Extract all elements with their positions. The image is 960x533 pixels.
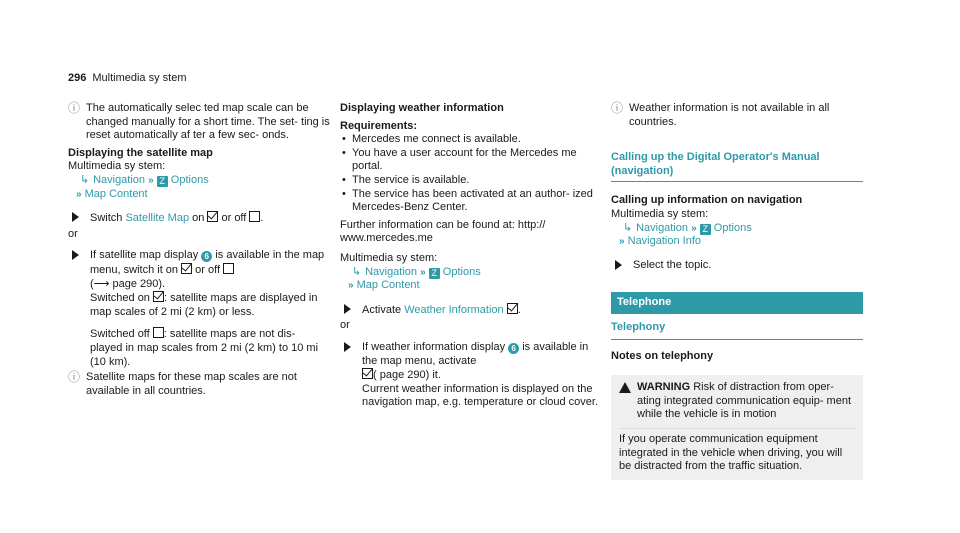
checkbox-checked-icon — [181, 263, 192, 274]
info-note-text: The automatically selec ted map scale can be changed manually for a short time. The set‐ ting is reset automatically af ter a few sec‐ onds. — [86, 102, 330, 142]
list-item: • The service is available. — [340, 174, 602, 188]
path-options-link[interactable]: Options — [713, 221, 752, 234]
path-options-link[interactable]: Options — [442, 265, 481, 278]
warning-icon — [619, 382, 631, 393]
info-note — [68, 371, 330, 398]
requirements-list — [340, 133, 602, 215]
chevron-right-icon: » — [348, 280, 354, 292]
step-text: : satellite maps are displayed in map scales of 2 mi (2 km) or less. — [90, 292, 318, 318]
info-note — [611, 102, 863, 129]
callout-number: 6 — [508, 343, 519, 354]
options-z-icon: Z — [429, 268, 440, 279]
path-map-content-link[interactable]: Map Content — [84, 187, 148, 200]
step-item — [68, 249, 330, 369]
step-arrow-icon — [72, 250, 79, 260]
menu-path-2 — [340, 279, 602, 293]
step-text: If weather information display — [362, 340, 509, 353]
enter-arrow-icon: ↳ — [352, 265, 362, 278]
list-item: • Mercedes me connect is available. — [340, 133, 602, 147]
menu-path — [340, 266, 602, 280]
info-icon: ⓘ — [611, 101, 624, 115]
section-heading: Displaying weather information — [340, 102, 504, 114]
list-item: • The service has been activated at an author‐ ized Mercedes-Benz Center. — [340, 188, 602, 215]
step-arrow-icon — [344, 342, 351, 352]
warning-box — [611, 375, 863, 480]
path-navigation-link[interactable]: Navigation — [365, 265, 418, 278]
step-text: Current weather information is displayed on the navigation map, e.g. temperature or cloud cover. — [362, 382, 599, 409]
step-text: on — [189, 212, 208, 225]
menu-path-2 — [68, 188, 330, 202]
chevron-right-icon: » — [420, 266, 426, 278]
checkbox-empty-icon — [223, 263, 234, 274]
step-text: . — [517, 303, 521, 316]
info-icon: ⓘ — [68, 101, 81, 115]
or-label: or — [68, 227, 78, 240]
step-text: Select the topic. — [633, 258, 712, 271]
info-note — [68, 102, 330, 143]
step-text: ( — [90, 277, 94, 290]
info-icon: ⓘ — [68, 370, 81, 385]
path-options-link[interactable]: Options — [170, 173, 209, 186]
page-header — [68, 72, 187, 86]
step-text: or off — [218, 212, 250, 225]
info-note-text: Weather information is not available in all countries. — [629, 102, 830, 128]
checkbox-empty-icon — [153, 327, 164, 338]
page-ref-link[interactable]: page 290). — [109, 277, 166, 290]
notes-heading: Notes on telephony — [611, 349, 714, 362]
step-text: Switched on — [90, 292, 153, 305]
checkbox-checked-icon — [507, 303, 518, 314]
page-ref-link[interactable]: ( page 290) it. — [373, 369, 441, 382]
section-title: Calling up the Digital Operator's Manual (navigation) — [611, 151, 863, 182]
callout-number: 6 — [201, 251, 212, 262]
enter-arrow-icon: ↳ — [623, 221, 633, 234]
checkbox-checked-icon — [207, 211, 218, 222]
page-number: 296 — [68, 72, 87, 84]
step-item — [340, 341, 602, 410]
step-text: is available in the map menu, activate — [362, 340, 589, 367]
step-item — [340, 303, 602, 318]
step-arrow-icon — [615, 260, 622, 270]
chevron-right-icon: » — [148, 174, 154, 186]
menu-path — [611, 222, 863, 236]
or-label: or — [340, 319, 350, 332]
step-text: is available in the map menu, switch it on — [90, 249, 325, 276]
weather-information-link[interactable]: Weather Information — [404, 303, 504, 316]
column-1 — [68, 102, 330, 398]
satellite-map-link[interactable]: Satellite Map — [125, 212, 190, 225]
system-label: Multimedia sy stem: — [611, 207, 709, 220]
step-item — [68, 211, 330, 226]
step-text: Switch — [90, 212, 126, 225]
list-item: • You have a user account for the Mercedes me portal. — [340, 147, 602, 174]
path-navigation-link[interactable]: Navigation — [93, 173, 146, 186]
step-item — [611, 259, 863, 273]
step-text: Switched off — [90, 328, 153, 341]
options-z-icon: Z — [157, 176, 168, 187]
step-arrow-icon — [344, 304, 351, 314]
chevron-right-icon: » — [691, 222, 697, 234]
chevron-right-icon: » — [76, 188, 82, 200]
chapter-subtitle: Telephony — [611, 317, 863, 340]
path-navigation-link[interactable]: Navigation — [636, 221, 689, 234]
checkbox-checked-icon — [362, 368, 373, 379]
warning-title: Risk of distraction from oper‐ ating integrated communication equip‐ ment while the vehicle is in motion — [637, 381, 852, 421]
step-text: . — [260, 212, 264, 225]
options-z-icon: Z — [700, 224, 711, 235]
menu-path — [68, 174, 330, 188]
step-text: : satellite maps are not dis‐ played in map scales from 2 mi (2 km) to 10 mi (10 km). — [90, 328, 319, 368]
chevron-right-icon: » — [619, 236, 625, 248]
info-note-text: Satellite maps for these map scales are not available in all countries. — [86, 371, 297, 397]
warning-body: If you operate communication equipment integrated in the vehicle when driving, you will be distracted from the traffic situation. — [619, 428, 855, 474]
menu-path-2 — [611, 235, 863, 249]
column-2 — [340, 102, 602, 410]
column-3 — [611, 102, 863, 480]
checkbox-empty-icon — [249, 211, 260, 222]
page-ref-arrow-icon: ⟶ — [93, 277, 110, 290]
further-info: Further information can be found at: http:// www.mercedes.me — [340, 218, 546, 245]
chapter-bar: Telephone — [611, 292, 863, 314]
step-arrow-icon — [72, 212, 79, 222]
path-map-content-link[interactable]: Map Content — [356, 279, 420, 292]
step-text: Activate — [362, 303, 405, 316]
section-heading: Calling up information on navigation — [611, 194, 803, 207]
system-label: Multimedia sy stem: — [68, 160, 166, 173]
section-heading: Displaying the satellite map — [68, 146, 213, 159]
path-navigation-info-link[interactable]: Navigation Info — [627, 235, 702, 248]
step-text: If satellite map display — [90, 249, 202, 262]
checkbox-checked-icon — [153, 291, 164, 302]
step-text: or off — [192, 263, 224, 276]
requirements-label: Requirements: — [340, 119, 418, 132]
warning-label: WARNING — [637, 381, 691, 394]
enter-arrow-icon: ↳ — [80, 173, 90, 186]
system-label: Multimedia sy stem: — [340, 251, 438, 264]
page-header-title: Multimedia sy stem — [92, 72, 187, 84]
